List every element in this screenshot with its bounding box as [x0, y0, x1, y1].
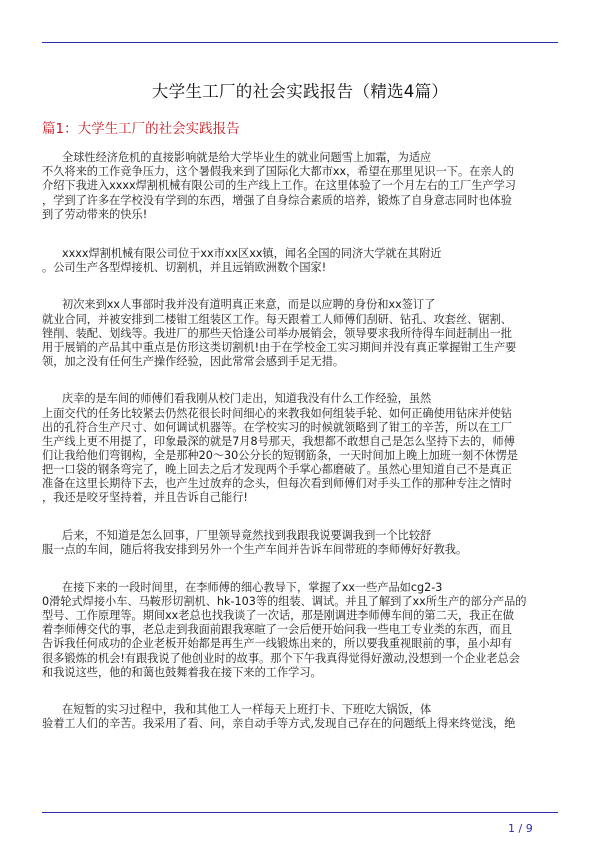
text-line: 告诉我任何成功的企业老板开始都是再生产一线锻炼出来的，所以要我重视眼前的事，虽小却有	[42, 637, 512, 650]
text-line: 生产线上更不用提了，印象最深的就是7月8号那天，我想都不敢想自己是怎么坚持下去的，师傅	[42, 435, 515, 448]
text-line: 锉削、装配、划线等。我进厂的那些天恰逢公司举办展销会，领导要求我所待得车间赶制出一批	[42, 327, 512, 340]
text-line: 全球性经济危机的直接影响就是给大学毕业生的就业问题雪上加霜，为适应	[62, 151, 432, 164]
document-title: 大学生工厂的社会实践报告（精选4篇）	[151, 82, 449, 101]
text-line: 后来，不知道是怎么回事，厂里领导竟然找到我跟我说要调我到一个比较舒	[62, 529, 432, 542]
text-line: 服一点的车间，随后将我安排到另外一个生产车间并告诉车间带班的李师傅好好教我。	[42, 543, 468, 556]
text-line: 把一口袋的钢条弯完了，晚上回去之后才发现两个手掌心都磨破了。虽然心里知道自己不是真正	[42, 463, 512, 476]
text-line: 在接下来的一段时间里，在李师傅的细心教导下，掌握了xx一些产品如cg2-3	[62, 581, 443, 594]
text-line: 就业合同，并被安排到二楼钳工组装区工作。每天跟着工人师傅们刮研、钻孔、攻套丝、锯割、	[42, 313, 512, 326]
text-line: 用于展销的产品其中重点是仿形这类切割机!由于在学校金工实习期间并没有真正掌握钳工生产要	[42, 341, 517, 354]
text-line: 到了劳动带来的快乐!	[42, 208, 148, 221]
text-line: xxxx焊割机械有限公司位于xx市xx区xx镇，闻名全国的同济大学就在其附近	[62, 247, 442, 260]
text-line: 们让我给他们弯钢构，全是那种20～30公分长的短钢筋条，一天时间加上晚上加班一刻不休愣是	[42, 449, 518, 462]
text-line: 很多锻炼的机会!有跟我说了他创业时的故事。那个下午我真得觉得好激动,没想到一个企业老总会	[42, 652, 520, 665]
text-line: 和我说这些，他的和蔼也鼓舞着我在接下来的工作学习。	[42, 666, 322, 679]
text-line: ，我还是咬牙坚持着，并且告诉自己能行!	[42, 491, 248, 504]
footer-rule	[42, 812, 558, 813]
text-line: 初次来到xx人事部时我并没有道明真正来意，而是以应聘的身份和xx签订了	[62, 298, 436, 311]
text-line: 准备在这里长期待下去，也产生过放弃的念头，但每次看到师傅们对手头工作的那种专注之情时	[42, 477, 512, 490]
text-line: 0滑轮式焊接小车、马鞍形切割机、hk-103等的组装、调试。并且了解到了xx所生产的部分产品的	[42, 595, 527, 608]
text-line: 验着工人们的辛苦。我采用了看、问，亲自动手等方式,发现自己存在的问题纸上得来终觉浅，绝	[42, 717, 516, 730]
section-title: 篇1：大学生工厂的社会实践报告	[42, 121, 240, 137]
text-line: ，学到了许多在学校没有学到的东西，增强了自身综合素质的培养，锻炼了自身意志同时也体验	[42, 194, 512, 207]
text-line: 不久将来的工作竞争压力，这个暑假我来到了国际化大都市xx，希望在那里见识一下。在亲人的	[42, 165, 514, 178]
text-line: 领，加之没有任何生产操作经验，因此常常会感到手足无措。	[42, 355, 345, 368]
page-indicator: 1 / 9	[508, 822, 533, 835]
text-line: 在短暂的实习过程中，我和其他工人一样每天上班打卡、下班吃大锅饭，体	[62, 703, 432, 716]
text-line: 上面交代的任务比较紧去仍然花很长时间细心的来教我如何组装手轮、如何正确使用钻床并使钻	[42, 407, 512, 420]
text-line: 型号、工作原理等。期间xx老总也找我谈了一次话，那是刚调进李师傅车间的第二天，我正在做	[42, 609, 514, 622]
text-line: 着李师傅交代的事，老总走到我面前跟我寒暄了一会后便开始问我一些电工专业类的东西，而且	[42, 623, 512, 636]
text-line: 庆幸的是车间的师傅们看我刚从校门走出，知道我没有什么工作经验，虽然	[62, 392, 432, 405]
header-rule	[42, 42, 558, 43]
text-line: 介绍下我进入xxxx焊割机械有限公司的生产线上工作。在这里体验了一个月左右的工厂生产学习	[42, 179, 516, 192]
text-line: 出的孔符合生产尺寸、如何调试机器等。在学校实习的时候就领略到了钳工的辛苦，所以在工厂	[42, 421, 512, 434]
text-line: 。公司生产各型焊接机、切割机，并且远销欧洲数个国家!	[42, 261, 327, 274]
